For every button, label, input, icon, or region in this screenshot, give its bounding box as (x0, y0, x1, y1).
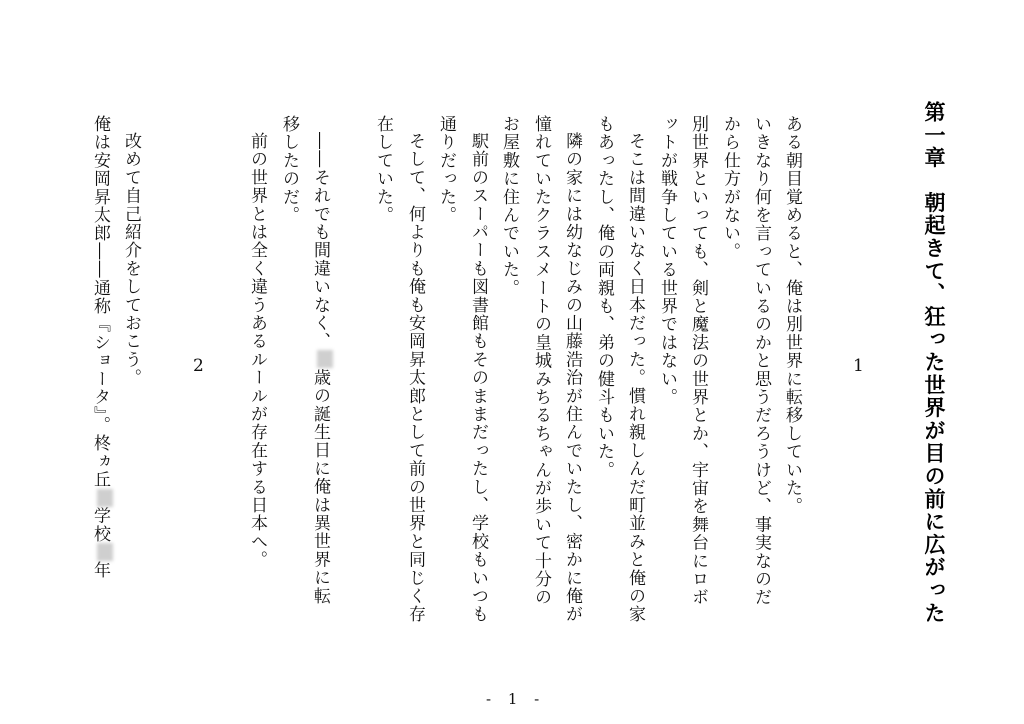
text-column: 別世界といっても、剣と魔法の世界とか、宇宙を舞台にロボ (688, 115, 708, 607)
text-column: そして、何よりも俺も安岡昇太郎として前の世界と同じく存 (405, 132, 425, 624)
text-column-age (311, 132, 333, 605)
text-column-school (91, 115, 113, 579)
text-column: そこは間違いなく日本だった。慣れ親しんだ町並みと俺の家 (625, 132, 645, 624)
column-segment: 俺は安岡昇太郎――通称『ショータ』。柊ヵ丘 (90, 115, 110, 489)
text-column: お屋敷に住んでいた。 (499, 115, 519, 297)
section-number-2: 2 (193, 356, 204, 376)
text-column: 前の世界とは全く違うあるルールが存在する日本へ。 (247, 132, 267, 569)
column-segment: ――それでも間違いなく、 (310, 132, 330, 351)
text-column: いきなり何を言っているのかと思うだろうけど、事実なのだ (751, 115, 771, 607)
column-segment: 学校 (90, 506, 110, 544)
text-column: 通りだった。 (436, 115, 456, 225)
column-segment: 年 (90, 561, 110, 580)
text-column: 在していた。 (373, 115, 393, 225)
text-column: 駅前のスーパーも図書館もそのままだったし、学校もいつも (468, 132, 488, 624)
chapter-title: 朝起きて、狂った世界が目の前に広がった (922, 191, 946, 625)
text-column: ある朝目覚めると、俺は別世界に転移していた。 (782, 115, 802, 516)
section-number-1: 1 (853, 356, 864, 376)
blurred-text (97, 543, 113, 561)
text-column: 憧れていたクラスメートの皇城みちるちゃんが歩いて十分の (531, 115, 551, 607)
text-column: 隣の家には幼なじみの山藤浩治が住んでいたし、密かに俺が (562, 132, 582, 624)
chapter-label: 第一章 (922, 101, 946, 170)
page-number: - 1 - (486, 690, 546, 708)
text-column: から仕方がない。 (720, 115, 740, 261)
blurred-text (97, 489, 113, 507)
text-column: 移したのだ。 (279, 115, 299, 225)
blurred-text (317, 350, 333, 368)
text-column: もあったし、俺の両親も、弟の健斗もいた。 (594, 115, 614, 479)
chapter-heading (919, 101, 949, 625)
text-column: 改めて自己紹介をしておこう。 (121, 132, 141, 387)
column-segment: 歳の誕生日に俺は異世界に転 (310, 368, 330, 606)
text-column: ットが戦争している世界ではない。 (657, 115, 677, 407)
